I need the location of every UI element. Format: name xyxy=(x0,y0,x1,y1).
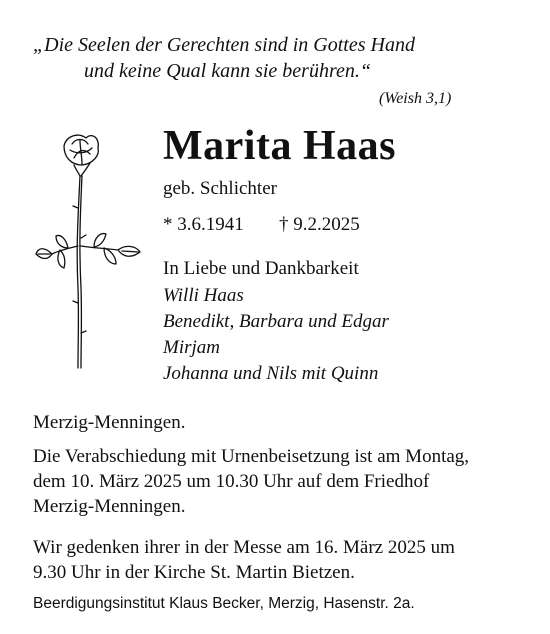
maiden-name: geb. Schlichter xyxy=(163,178,277,199)
place: Merzig-Menningen. xyxy=(33,412,186,433)
mourner-name: Johanna und Nils mit Quinn xyxy=(163,363,379,384)
farewell-line: Merzig-Menningen. xyxy=(33,496,186,517)
bible-quote-line-2: und keine Qual kann sie berühren.“ xyxy=(84,60,371,82)
birth-date: * 3.6.1941 xyxy=(163,214,244,235)
deceased-name: Marita Haas xyxy=(163,123,396,169)
mourner-name: Mirjam xyxy=(163,337,220,358)
mourner-name: Benedikt, Barbara und Edgar xyxy=(163,311,389,332)
bible-reference: (Weish 3,1) xyxy=(379,90,452,107)
funeral-home: Beerdigungsinstitut Klaus Becker, Merzig, Hasenstr. 2a. xyxy=(33,595,415,612)
mourners-intro: In Liebe und Dankbarkeit xyxy=(163,258,359,279)
farewell-line: Die Verabschiedung mit Urnenbeisetzung ist am Montag, xyxy=(33,446,470,467)
bible-quote-line-1: „Die Seelen der Gerechten sind in Gottes Hand xyxy=(33,34,415,56)
rose-icon xyxy=(34,128,144,378)
mass-line: 9.30 Uhr in der Kirche St. Martin Bietzen. xyxy=(33,562,355,583)
mourner-name: Willi Haas xyxy=(163,285,244,306)
farewell-line: dem 10. März 2025 um 10.30 Uhr auf dem Friedhof xyxy=(33,471,430,492)
death-date: † 9.2.2025 xyxy=(279,214,360,235)
mass-line: Wir gedenken ihrer in der Messe am 16. März 2025 um xyxy=(33,537,455,558)
